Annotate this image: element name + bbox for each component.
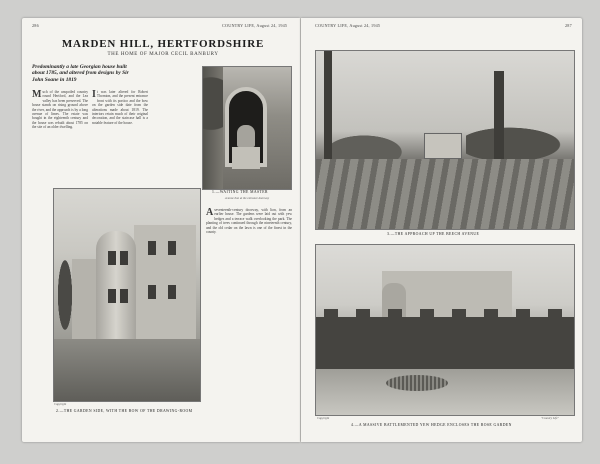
article-title: MARDEN HILL, HERTFORDSHIRE [61,38,265,50]
caption-doorway: 1.—WAITING THE MASTER [212,190,268,194]
tree-trunk [324,51,332,171]
left-running-head: COUNTRY LIFE, August 24, 1945 [222,23,288,28]
house-right-wing [134,225,196,341]
photo-doorway-lion [202,66,292,190]
photo-garden-side [53,188,201,402]
caption-garden-side: 2.—THE GARDEN SIDE, WITH THE BOW OF THE DRAWING-ROOM [56,409,193,413]
house-bow [96,231,136,341]
window [120,251,128,265]
left-page [22,18,300,442]
flower-bed [386,375,448,391]
right-folio: 287 [565,23,572,28]
body-column-1: Much of the unspoiled country round Hertford, and the Lea valley has been preserved. The house stands on rising ground above the river, and the approach is by a long avenue of limes. The estate was bought in the eighteenth century and the house was rebuilt about 1785 on the site of an older dwelling. [32,90,88,130]
garden-ground [54,339,200,401]
tree-trunk [494,71,504,171]
photo-beech-avenue [315,50,575,230]
ivy-foliage [203,67,223,189]
left-folio: 286 [32,23,39,28]
battlement [548,309,562,321]
distant-trees [466,123,574,159]
credit-left: Copyright [317,416,330,420]
photo-yew-hedge [315,244,575,416]
right-page [301,18,582,442]
window [108,289,116,303]
battlement [516,309,530,321]
window [168,241,176,255]
article-standfirst: Predominantly a late Georgian house built about 1785, and altered from designs by Sir John Soane in 1819 [32,64,129,83]
battlement [388,309,402,321]
house-left-wing [72,259,98,341]
caption-beech-avenue: 3.—THE APPROACH UP THE BEECH AVENUE [387,232,480,236]
stone-lion [237,125,255,147]
article-subtitle: THE HOME OF MAJOR CECIL BANBURY [107,52,219,57]
right-running-head: COUNTRY LIFE, August 24, 1945 [315,23,381,28]
window [148,241,156,255]
body-column-3: Aseventeenth-century doorway, with lion, from an earlier house. The gardens were laid out with yew hedges and a terrace walk overlooking the park. The planting of trees continued through the nineteenth century, and the old cedar on the lawn is one of the finest in the county. [206,208,292,235]
lawn [316,369,574,415]
battlement [324,309,338,321]
yew-hedge [316,317,574,369]
distant-house [424,133,462,159]
window [148,285,156,299]
window [168,285,176,299]
caption-yew-hedge: 4.—A MASSIVE BATTLEMENTED YEW HEDGE ENCLOSES THE ROSE GARDEN [351,423,512,427]
battlement [484,309,498,321]
plinth [232,147,260,169]
battlement [420,309,434,321]
window [120,289,128,303]
tree-shadows [316,159,574,229]
credit-garden-side: Copyright [54,402,67,406]
caption-doorway-sub: A stone lion at the entrance doorway [224,196,270,200]
battlement [452,309,466,321]
body-column-2: It was later altered for Robert Thornton, and the present entrance front with its portico and the bow on the garden side date from the alterations made about 1819. The interiors retain much of their original decoration, and the staircase hall is a notable feature of the house. [92,90,148,125]
battlement [356,309,370,321]
credit-right: "Country Life" [541,416,559,420]
window [108,251,116,265]
